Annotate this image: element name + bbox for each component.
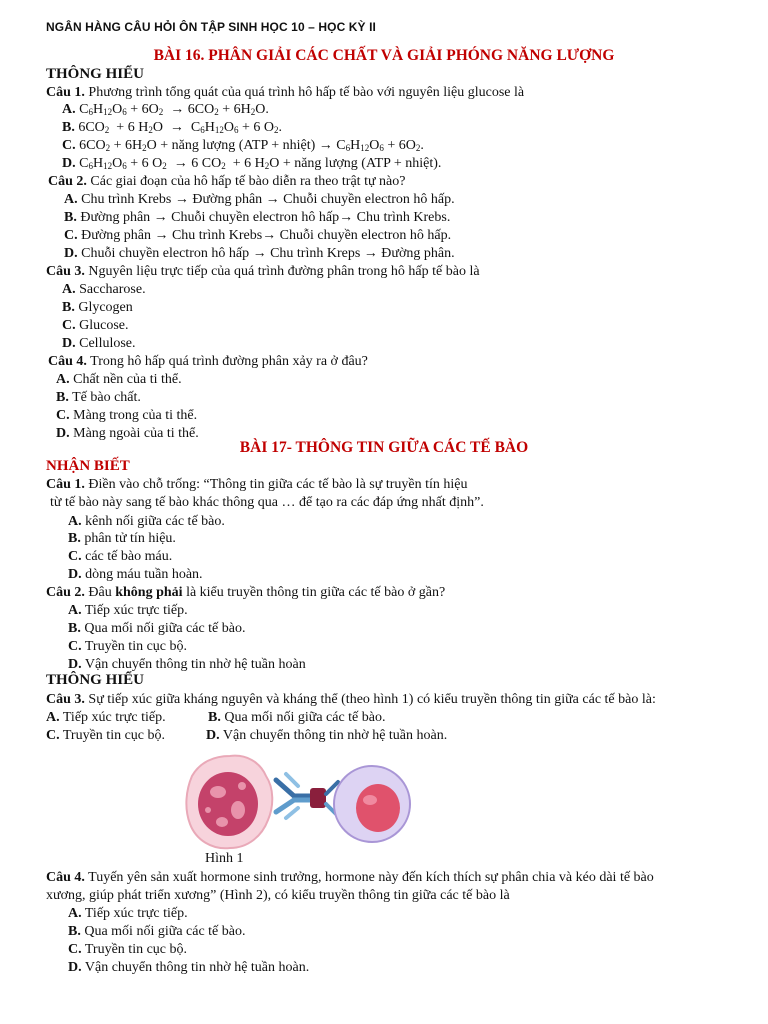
q4-option-a: A. Chất nền của ti thể. bbox=[56, 372, 182, 387]
q3-option-b: B. Glycogen bbox=[62, 300, 133, 315]
q3-option-d: D. Cellulose. bbox=[62, 336, 136, 351]
antigen-antibody-figure bbox=[182, 752, 412, 852]
l17-question-4-cont: xương, giúp phát triển xương” (Hình 2), có kiểu truyền thông tin giữa các tế bào là bbox=[46, 888, 510, 903]
document-header: NGÂN HÀNG CÂU HỎI ÔN TẬP SINH HỌC 10 – HỌC KỲ II bbox=[46, 20, 376, 34]
q3-option-a: A. Saccharose. bbox=[62, 282, 146, 297]
lesson16-section: THÔNG HIỂU bbox=[46, 66, 144, 82]
q2-option-a: A. Chu trình Krebs → Đường phân → Chuỗi chuyền electron hô hấp. bbox=[64, 192, 455, 207]
l17-question-4: Câu 4. Tuyến yên sản xuất hormone sinh trưởng, hormone này đến kích thích sự phân chia và kéo dài tế bào bbox=[46, 870, 654, 885]
q4-option-b: B. Tế bào chất. bbox=[56, 390, 141, 405]
l17-q2-option-a: A. Tiếp xúc trực tiếp. bbox=[68, 603, 188, 618]
white-cell-illustration bbox=[334, 766, 410, 842]
l17-question-3: Câu 3. Sự tiếp xúc giữa kháng nguyên và kháng thể (theo hình 1) có kiểu truyền thông tin giữa các tế bào là: bbox=[46, 692, 656, 707]
question-2: Câu 2. Các giai đoạn của hô hấp tế bào diễn ra theo trật tự nào? bbox=[48, 174, 406, 189]
l17-q1-option-b: B. phân tử tín hiệu. bbox=[68, 531, 176, 546]
l17-q3-option-b: B. Qua mối nối giữa các tế bào. bbox=[208, 710, 386, 725]
l17-question-1-cont: từ tế bào này sang tế bào khác thông qua … để tạo ra các đáp ứng nhất định”. bbox=[50, 495, 484, 510]
q2-option-c: C. Đường phân → Chu trình Krebs→ Chuỗi chuyền electron hô hấp. bbox=[64, 228, 452, 243]
l17-q4-option-b: B. Qua mối nối giữa các tế bào. bbox=[68, 924, 246, 939]
question-1: Câu 1. Phương trình tổng quát của quá trình hô hấp tế bào với nguyên liệu glucose là bbox=[46, 85, 525, 100]
l17-q4-option-a: A. Tiếp xúc trực tiếp. bbox=[68, 906, 188, 921]
pink-cell-illustration bbox=[186, 756, 272, 849]
l17-question-2: Câu 2. Đâu không phải là kiểu truyền thông tin giữa các tế bào ở gần? bbox=[46, 585, 446, 600]
l17-q2-option-c: C. Truyền tin cục bộ. bbox=[68, 639, 188, 654]
question-4: Câu 4. Trong hô hấp quá trình đường phân xảy ra ở đâu? bbox=[48, 354, 368, 369]
lesson17-section-1: NHẬN BIẾT bbox=[46, 458, 130, 474]
l17-q3-option-a: A. Tiếp xúc trực tiếp. bbox=[46, 710, 166, 725]
l17-q4-option-c: C. Truyền tin cục bộ. bbox=[68, 942, 188, 957]
l17-q1-option-d: D. dòng máu tuần hoàn. bbox=[68, 567, 203, 582]
antibody-illustration bbox=[276, 774, 338, 818]
q1-option-b: B. $6CO_2 + 6$ $H_2O \to C_6H_{12}O_6 + 6$ $O_2$. bbox=[62, 120, 283, 135]
l17-q1-option-a: A. kênh nối giữa các tế bào. bbox=[68, 514, 225, 529]
lesson17-section-2: THÔNG HIỂU bbox=[46, 672, 144, 688]
l17-q3-option-d: D. Vận chuyển thông tin nhờ hệ tuần hoàn. bbox=[206, 728, 448, 743]
lesson17-title: BÀI 17- THÔNG TIN GIỮA CÁC TẾ BÀO bbox=[239, 439, 529, 456]
q4-option-c: C. Màng trong của ti thể. bbox=[56, 408, 198, 423]
q3-option-c: C. Glucose. bbox=[62, 318, 129, 333]
l17-q3-option-c: C. Truyền tin cục bộ. bbox=[46, 728, 166, 743]
l17-question-1: Câu 1. Điền vào chỗ trống: “Thông tin giữa các tế bào là sự truyền tín hiệu bbox=[46, 477, 468, 492]
q2-option-b: B. Đường phân → Chuỗi chuyền electron hô hấp→ Chu trình Krebs. bbox=[64, 210, 451, 225]
q4-option-d: D. Màng ngoài của ti thể. bbox=[56, 426, 199, 441]
l17-q2-option-b: B. Qua mối nối giữa các tế bào. bbox=[68, 621, 246, 636]
q2-option-d: D. Chuỗi chuyền electron hô hấp → Chu trình Kreps → Đường phân. bbox=[64, 246, 455, 261]
q1-option-d: D. $C_6H_{12}O_6 + 6$ $O_2 \to 6$ $CO_2 + 6$ $H_2O$ + năng lượng (ATP + nhiệt). bbox=[62, 156, 442, 171]
l17-q4-option-d: D. Vận chuyển thông tin nhờ hệ tuần hoàn. bbox=[68, 960, 310, 975]
l17-q2-option-d: D. Vận chuyển thông tin nhờ hệ tuần hoàn bbox=[68, 657, 306, 672]
q1-option-a: A. $C_6H_{12}O_6 + 6O_2 \to 6CO_2 + 6H_2O$. bbox=[62, 102, 269, 117]
lesson16-title: BÀI 16. PHÂN GIẢI CÁC CHẤT VÀ GIẢI PHÓNG NĂNG LƯỢNG bbox=[153, 47, 615, 64]
figure-caption: Hình 1 bbox=[205, 851, 244, 866]
l17-q1-option-c: C. các tế bào máu. bbox=[68, 549, 173, 564]
q1-option-c: C. $6CO_2 + 6H_2O$ + năng lượng (ATP + nhiệt) → $C_6H_{12}O_6 + 6O_2$. bbox=[62, 138, 424, 153]
question-3: Câu 3. Nguyên liệu trực tiếp của quá trình đường phân trong hô hấp tế bào là bbox=[46, 264, 480, 279]
